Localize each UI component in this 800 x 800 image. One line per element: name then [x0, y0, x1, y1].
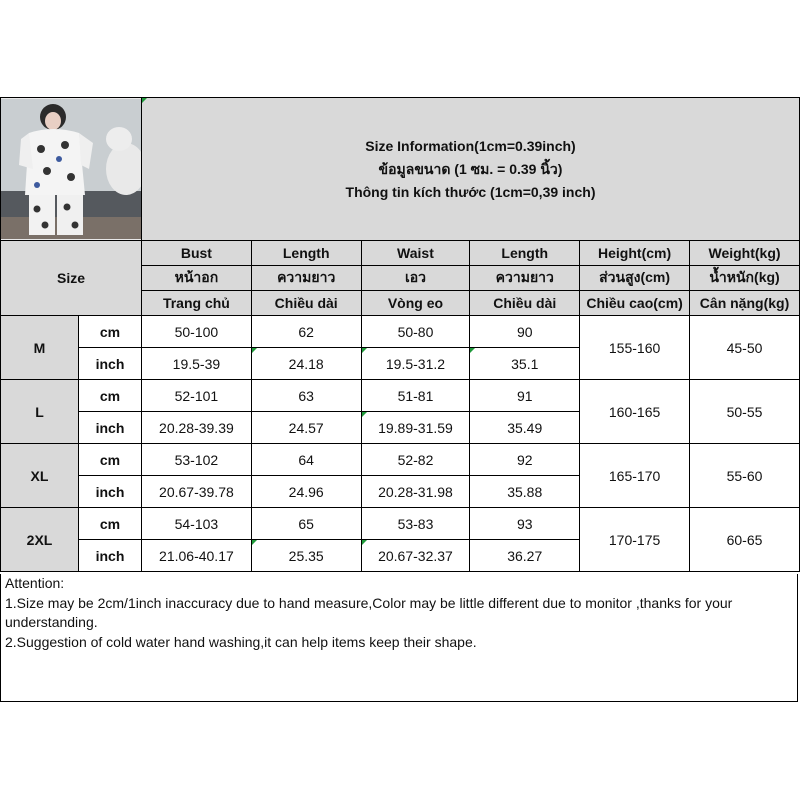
2xl-length2-cm: 93 — [470, 508, 580, 540]
xl-height: 165-170 — [580, 444, 690, 508]
l-length2-inch: 35.49 — [470, 412, 580, 444]
l-waist-cm: 51-81 — [361, 380, 470, 412]
col-waist-vi: Vòng eo — [361, 291, 470, 316]
xl-length2-inch: 35.88 — [470, 476, 580, 508]
l-bust-cm: 52-101 — [142, 380, 252, 412]
l-weight: 50-55 — [690, 380, 800, 444]
title-cell — [142, 98, 800, 241]
m-length2-cm: 90 — [470, 316, 580, 348]
unit-inch: inch — [79, 348, 142, 380]
col-length-th: ความยาว — [251, 266, 361, 291]
attention-notes — [0, 574, 798, 702]
col-waist-th: เอว — [361, 266, 470, 291]
xl-waist-cm: 52-82 — [361, 444, 470, 476]
unit-inch: inch — [79, 412, 142, 444]
xl-waist-inch: 20.28-31.98 — [361, 476, 470, 508]
col-bust-en: Bust — [142, 241, 252, 266]
xl-length-cm: 64 — [251, 444, 361, 476]
m-length2-inch: 35.1 — [470, 348, 580, 380]
m-length-inch: 24.18 — [251, 348, 361, 380]
xl-bust-inch: 20.67-39.78 — [142, 476, 252, 508]
title-vi: Thông tin kích thước (1cm=0,39 inch) — [345, 183, 596, 200]
col-weight-vi: Cân nặng(kg) — [690, 291, 800, 316]
m-weight: 45-50 — [690, 316, 800, 380]
col-weight-th: น้ำหนัก(kg) — [690, 266, 800, 291]
col-waist-en: Waist — [361, 241, 470, 266]
2xl-length-inch: 25.35 — [251, 540, 361, 572]
title-en: Size Information(1cm=0.39inch) — [365, 137, 576, 154]
col-length2-th: ความยาว — [470, 266, 580, 291]
m-waist-cm: 50-80 — [361, 316, 470, 348]
product-photo-cell — [1, 98, 142, 241]
2xl-waist-cm: 53-83 — [361, 508, 470, 540]
product-photo — [1, 99, 141, 239]
m-height: 155-160 — [580, 316, 690, 380]
m-bust-inch: 19.5-39 — [142, 348, 252, 380]
l-bust-inch: 20.28-39.39 — [142, 412, 252, 444]
col-height-en: Height(cm) — [580, 241, 690, 266]
2xl-height: 170-175 — [580, 508, 690, 572]
unit-inch: inch — [79, 476, 142, 508]
unit-cm: cm — [79, 380, 142, 412]
size-name-2xl: 2XL — [1, 508, 79, 572]
xl-bust-cm: 53-102 — [142, 444, 252, 476]
2xl-length-cm: 65 — [251, 508, 361, 540]
size-header: Size — [1, 241, 142, 316]
notes-heading: Attention: — [5, 575, 65, 591]
col-bust-vi: Trang chủ — [142, 291, 252, 316]
l-height: 160-165 — [580, 380, 690, 444]
m-waist-inch: 19.5-31.2 — [361, 348, 470, 380]
2xl-length2-inch: 36.27 — [470, 540, 580, 572]
size-name-m: M — [1, 316, 79, 380]
size-name-xl: XL — [1, 444, 79, 508]
l-waist-inch: 19.89-31.59 — [361, 412, 470, 444]
2xl-weight: 60-65 — [690, 508, 800, 572]
size-table — [0, 97, 800, 572]
m-bust-cm: 50-100 — [142, 316, 252, 348]
2xl-bust-inch: 21.06-40.17 — [142, 540, 252, 572]
col-weight-en: Weight(kg) — [690, 241, 800, 266]
pajama-model-image — [1, 99, 141, 239]
l-length2-cm: 91 — [470, 380, 580, 412]
col-length2-vi: Chiều dài — [470, 291, 580, 316]
title-th: ข้อมูลขนาด (1 ซม. = 0.39 นิ้ว) — [378, 160, 563, 177]
size-name-l: L — [1, 380, 79, 444]
xl-length2-cm: 92 — [470, 444, 580, 476]
xl-length-inch: 24.96 — [251, 476, 361, 508]
unit-cm: cm — [79, 444, 142, 476]
2xl-waist-inch: 20.67-32.37 — [361, 540, 470, 572]
xl-weight: 55-60 — [690, 444, 800, 508]
col-length-en: Length — [251, 241, 361, 266]
col-length2-en: Length — [470, 241, 580, 266]
l-length-inch: 24.57 — [251, 412, 361, 444]
m-length-cm: 62 — [251, 316, 361, 348]
unit-cm: cm — [79, 508, 142, 540]
unit-inch: inch — [79, 540, 142, 572]
col-height-th: ส่วนสูง(cm) — [580, 266, 690, 291]
l-length-cm: 63 — [251, 380, 361, 412]
notes-line-1: 1.Size may be 2cm/1inch inaccuracy due to hand measure,Color may be little different due to monitor ,thanks for your understanding. — [5, 594, 733, 630]
col-length-vi: Chiều dài — [251, 291, 361, 316]
unit-cm: cm — [79, 316, 142, 348]
2xl-bust-cm: 54-103 — [142, 508, 252, 540]
size-chart — [0, 97, 800, 703]
col-height-vi: Chiều cao(cm) — [580, 291, 690, 316]
notes-line-2: 2.Suggestion of cold water hand washing,it can help items keep their shape. — [5, 633, 477, 650]
col-bust-th: หน้าอก — [142, 266, 252, 291]
